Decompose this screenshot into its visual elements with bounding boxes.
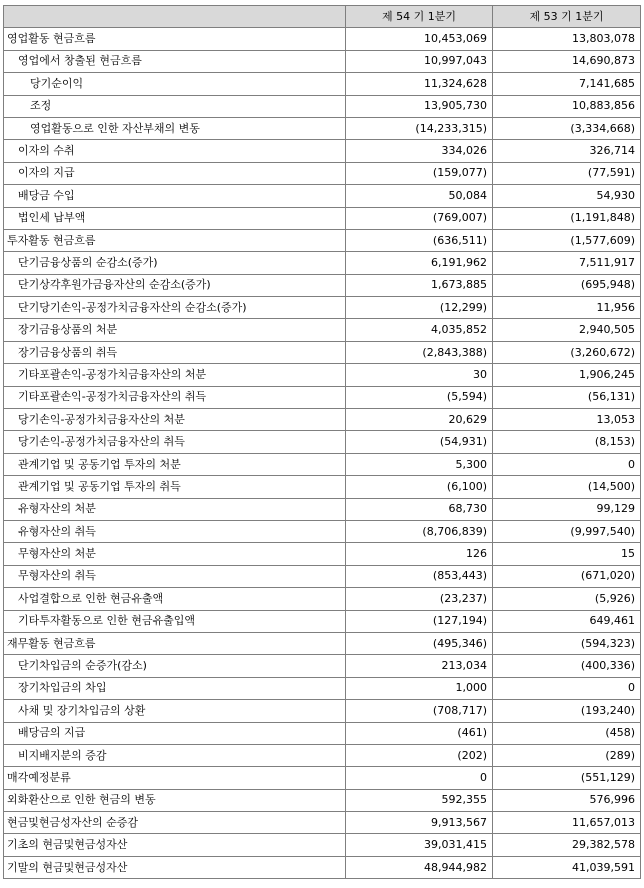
value-current-period: 50,084 (346, 185, 493, 207)
row-label: 매각예정분류 (4, 767, 346, 789)
value-current-period: (2,843,388) (346, 341, 493, 363)
value-prior-period: (193,240) (493, 700, 641, 722)
value-prior-period: 11,956 (493, 297, 641, 319)
value-prior-period: (8,153) (493, 431, 641, 453)
value-current-period: (23,237) (346, 588, 493, 610)
value-current-period: 9,913,567 (346, 812, 493, 834)
table-row (4, 632, 641, 654)
table-row (4, 386, 641, 408)
value-current-period: 213,034 (346, 655, 493, 677)
value-prior-period: (671,020) (493, 565, 641, 587)
value-prior-period: (1,577,609) (493, 229, 641, 251)
table-row (4, 50, 641, 72)
value-current-period: 10,997,043 (346, 50, 493, 72)
value-current-period: 20,629 (346, 409, 493, 431)
row-label: 관계기업 및 공동기업 투자의 처분 (4, 453, 346, 475)
row-label: 기타포괄손익-공정가치금융자산의 처분 (4, 364, 346, 386)
table-row (4, 431, 641, 453)
table-row (4, 28, 641, 50)
table-row (4, 677, 641, 699)
table-row (4, 655, 641, 677)
row-label: 비지배지분의 증감 (4, 744, 346, 766)
value-prior-period: 1,906,245 (493, 364, 641, 386)
row-label: 이자의 지급 (4, 162, 346, 184)
value-prior-period: 13,803,078 (493, 28, 641, 50)
value-current-period: (127,194) (346, 610, 493, 632)
value-current-period: 5,300 (346, 453, 493, 475)
header-row (4, 6, 641, 28)
table-row (4, 409, 641, 431)
table-row (4, 722, 641, 744)
table-row (4, 140, 641, 162)
row-label: 투자활동 현금흐름 (4, 229, 346, 251)
row-label: 당기순이익 (4, 73, 346, 95)
table-row (4, 364, 641, 386)
value-prior-period: 13,053 (493, 409, 641, 431)
value-prior-period: 7,511,917 (493, 252, 641, 274)
value-current-period: 592,355 (346, 789, 493, 811)
table-row (4, 207, 641, 229)
row-label: 영업활동 현금흐름 (4, 28, 346, 50)
value-current-period: (769,007) (346, 207, 493, 229)
row-label: 기말의 현금및현금성자산 (4, 856, 346, 878)
value-prior-period: 11,657,013 (493, 812, 641, 834)
table-row (4, 588, 641, 610)
header-period-prior: 제 53 기 1분기 (493, 6, 641, 28)
row-label: 당기손익-공정가치금융자산의 처분 (4, 409, 346, 431)
value-current-period: 39,031,415 (346, 834, 493, 856)
row-label: 배당금의 지급 (4, 722, 346, 744)
value-current-period: 10,453,069 (346, 28, 493, 50)
value-prior-period: (289) (493, 744, 641, 766)
row-label: 조정 (4, 95, 346, 117)
value-current-period: (6,100) (346, 476, 493, 498)
value-prior-period: (77,591) (493, 162, 641, 184)
value-prior-period: 29,382,578 (493, 834, 641, 856)
value-current-period: (495,346) (346, 632, 493, 654)
table-row (4, 252, 641, 274)
value-current-period: (708,717) (346, 700, 493, 722)
row-label: 현금및현금성자산의 순증감 (4, 812, 346, 834)
row-label: 무형자산의 취득 (4, 565, 346, 587)
row-label: 배당금 수입 (4, 185, 346, 207)
value-current-period: 68,730 (346, 498, 493, 520)
value-current-period: 4,035,852 (346, 319, 493, 341)
row-label: 당기손익-공정가치금융자산의 취득 (4, 431, 346, 453)
row-label: 장기차입금의 차입 (4, 677, 346, 699)
table-row (4, 73, 641, 95)
value-prior-period: 326,714 (493, 140, 641, 162)
value-prior-period: 54,930 (493, 185, 641, 207)
row-label: 사업결합으로 인한 현금유출액 (4, 588, 346, 610)
table-row (4, 185, 641, 207)
value-prior-period: 0 (493, 677, 641, 699)
table-row (4, 767, 641, 789)
value-prior-period: 15 (493, 543, 641, 565)
table-row (4, 95, 641, 117)
value-current-period: (12,299) (346, 297, 493, 319)
value-current-period: 48,944,982 (346, 856, 493, 878)
row-label: 영업에서 창출된 현금흐름 (4, 50, 346, 72)
value-current-period: (202) (346, 744, 493, 766)
value-prior-period: 41,039,591 (493, 856, 641, 878)
value-prior-period: 14,690,873 (493, 50, 641, 72)
value-prior-period: 2,940,505 (493, 319, 641, 341)
table-row (4, 162, 641, 184)
row-label: 장기금융상품의 처분 (4, 319, 346, 341)
value-current-period: 126 (346, 543, 493, 565)
value-current-period: 0 (346, 767, 493, 789)
cash-flow-table (3, 5, 641, 879)
value-prior-period: 649,461 (493, 610, 641, 632)
value-prior-period: 99,129 (493, 498, 641, 520)
row-label: 단기금융상품의 순감소(증가) (4, 252, 346, 274)
value-prior-period: 576,996 (493, 789, 641, 811)
value-prior-period: (3,260,672) (493, 341, 641, 363)
value-current-period: (5,594) (346, 386, 493, 408)
value-prior-period: 0 (493, 453, 641, 475)
header-label-cell (4, 6, 346, 28)
row-label: 기초의 현금및현금성자산 (4, 834, 346, 856)
value-prior-period: (400,336) (493, 655, 641, 677)
table-row (4, 297, 641, 319)
row-label: 이자의 수취 (4, 140, 346, 162)
table-row (4, 229, 641, 251)
value-current-period: 1,673,885 (346, 274, 493, 296)
value-prior-period: (5,926) (493, 588, 641, 610)
table-row (4, 744, 641, 766)
value-current-period: 334,026 (346, 140, 493, 162)
value-prior-period: 10,883,856 (493, 95, 641, 117)
value-prior-period: (1,191,848) (493, 207, 641, 229)
value-current-period: (159,077) (346, 162, 493, 184)
value-prior-period: (458) (493, 722, 641, 744)
row-label: 유형자산의 취득 (4, 520, 346, 542)
table-row (4, 117, 641, 139)
table-row (4, 700, 641, 722)
table-row (4, 610, 641, 632)
value-current-period: 30 (346, 364, 493, 386)
table-row (4, 274, 641, 296)
row-label: 장기금융상품의 취득 (4, 341, 346, 363)
value-current-period: 11,324,628 (346, 73, 493, 95)
value-current-period: (8,706,839) (346, 520, 493, 542)
header-period-current: 제 54 기 1분기 (346, 6, 493, 28)
value-prior-period: (3,334,668) (493, 117, 641, 139)
row-label: 관계기업 및 공동기업 투자의 취득 (4, 476, 346, 498)
value-current-period: (853,443) (346, 565, 493, 587)
table-row (4, 543, 641, 565)
value-prior-period: (695,948) (493, 274, 641, 296)
table-row (4, 789, 641, 811)
row-label: 법인세 납부액 (4, 207, 346, 229)
table-row (4, 812, 641, 834)
value-prior-period: (14,500) (493, 476, 641, 498)
value-current-period: 13,905,730 (346, 95, 493, 117)
table-row (4, 319, 641, 341)
table-row (4, 341, 641, 363)
row-label: 기타포괄손익-공정가치금융자산의 취득 (4, 386, 346, 408)
table-row (4, 498, 641, 520)
value-prior-period: (56,131) (493, 386, 641, 408)
value-current-period: (461) (346, 722, 493, 744)
value-prior-period: (594,323) (493, 632, 641, 654)
value-current-period: 1,000 (346, 677, 493, 699)
table-row (4, 476, 641, 498)
table-row (4, 520, 641, 542)
value-current-period: 6,191,962 (346, 252, 493, 274)
table-row (4, 453, 641, 475)
value-prior-period: (9,997,540) (493, 520, 641, 542)
value-current-period: (636,511) (346, 229, 493, 251)
row-label: 외화환산으로 인한 현금의 변동 (4, 789, 346, 811)
value-current-period: (54,931) (346, 431, 493, 453)
row-label: 단기상각후원가금융자산의 순감소(증가) (4, 274, 346, 296)
table-row (4, 834, 641, 856)
row-label: 유형자산의 처분 (4, 498, 346, 520)
row-label: 단기차입금의 순증가(감소) (4, 655, 346, 677)
row-label: 영업활동으로 인한 자산부채의 변동 (4, 117, 346, 139)
value-prior-period: (551,129) (493, 767, 641, 789)
row-label: 재무활동 현금흐름 (4, 632, 346, 654)
value-prior-period: 7,141,685 (493, 73, 641, 95)
row-label: 단기당기손익-공정가치금융자산의 순감소(증가) (4, 297, 346, 319)
table-row (4, 856, 641, 878)
table-body (4, 28, 641, 879)
row-label: 무형자산의 처분 (4, 543, 346, 565)
table-row (4, 565, 641, 587)
row-label: 사채 및 장기차입금의 상환 (4, 700, 346, 722)
row-label: 기타투자활동으로 인한 현금유출입액 (4, 610, 346, 632)
value-current-period: (14,233,315) (346, 117, 493, 139)
